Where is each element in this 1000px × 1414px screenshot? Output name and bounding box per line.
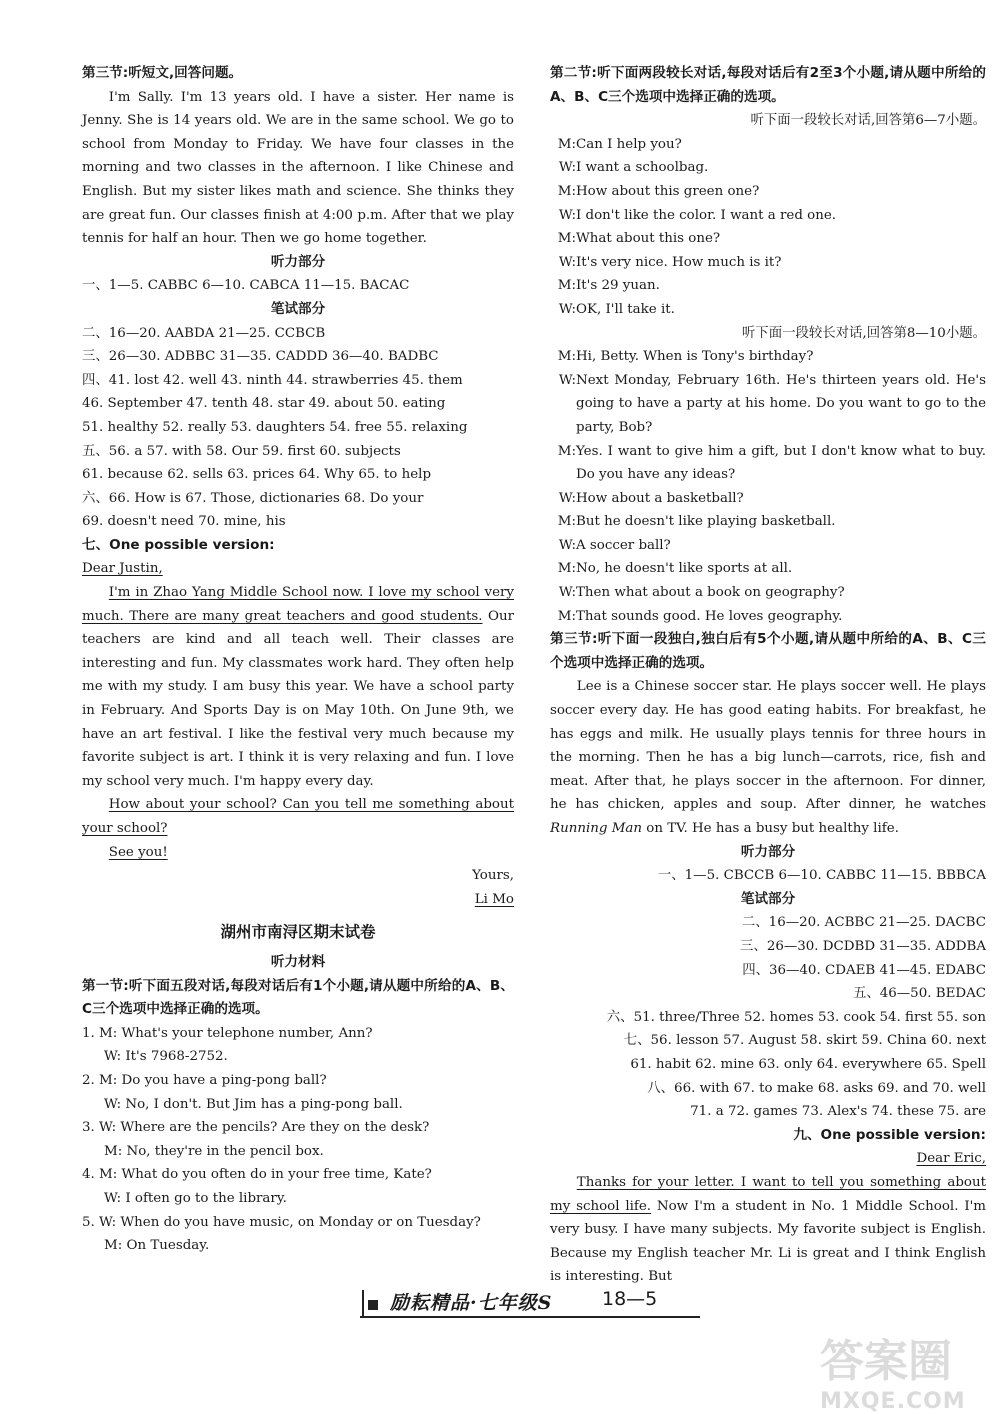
dialog-line [550,227,986,251]
right-column [550,62,986,1289]
utterance: It's very nice. How much is it? [576,254,782,270]
answer-line: 51. healthy 52. really 53. daughters 54. free 55. relaxing [82,419,468,435]
dialog-line [550,204,986,228]
letter-paragraph-3 [82,841,514,865]
letter-paragraph-right [550,1171,986,1289]
dialog-line [550,581,986,605]
speaker: M: [557,136,576,152]
answer-line: 六、51. three/Three 52. homes 53. cook 54. first 55. son [606,1009,986,1025]
utterance: A soccer ball? [576,537,671,553]
utterance: How about this green one? [576,183,760,199]
utterance: Yes. I want to give him a gift, but I don't know what to buy. Do you have any ideas? [576,443,986,483]
letter-body: Our teachers are kind and all teach well. Their classes are interesting and fun. My classmates work hard. They often help me with my study. I am busy this year. We have a school party in February. And Sports Day is on May 10th. On June 9th, we have an art festival. I like the festival very much because my favorite subject is art. I think it is very relaxing and fun. I love my school very much. I'm happy every day. [82,608,514,789]
speaker: W: [558,585,576,601]
dialog-a: M: No, they're in the pencil box. [104,1143,324,1159]
utterance: No, he doesn't like sports at all. [576,561,793,577]
dialog-a: W: No, I don't. But Jim has a ping-pong ball. [104,1096,403,1112]
material-heading: 听力材料 [270,953,326,970]
dialog-line [550,298,986,322]
page-footer [360,1286,720,1324]
monologue-part-2: on TV. He has a busy but healthy life. [642,821,899,836]
answer-line: 三、26—30. DCDBD 31—35. ADDBA [740,938,986,954]
left-column [82,62,514,1258]
letter-underlined-opening: I'm in Zhao Yang Middle School now. I love my school very much. There are many great teachers and good students. [82,585,514,624]
dialog-line [550,534,986,558]
answer-line: 四、36—40. CDAEB 41—45. EDABC [742,962,986,978]
letter-paragraph-1 [82,581,514,793]
answer-line: 69. doesn't need 70. mine, his [82,514,286,530]
dialog-line [550,133,986,157]
listening-heading: 听力部分 [270,253,326,270]
dialog-a: M: On Tuesday. [104,1238,210,1254]
letter-see-you: See you! [108,844,168,860]
dialog-q: 4. M: What do you often do in your free time, Kate? [82,1167,432,1183]
dialog-line [550,274,986,298]
page-number: 18—5 [602,1288,658,1310]
dialog-a: W: It's 7968-2752. [104,1049,228,1065]
answer-line: 三、26—30. ADBBC 31—35. CADDD 36—40. BADBC [82,349,439,365]
speaker: M: [557,443,576,459]
dialog-line [550,369,986,440]
speaker: M: [557,349,576,365]
dialog-q: 3. W: Where are the pencils? Are they on the desk? [82,1120,430,1136]
listening-answers-right: 一、1—5. CBCCB 6—10. CABBC 11—15. BBBCA [657,868,986,884]
letter-signature: Li Mo [474,891,514,907]
dialog-a: W: I often go to the library. [104,1190,287,1206]
speaker: M: [557,183,576,199]
speaker: W: [558,160,576,176]
utterance: I don't like the color. I want a red one. [576,207,837,223]
utterance: That sounds good. He loves geography. [576,608,843,624]
utterance: OK, I'll take it. [576,301,675,317]
section1-title: 第一节:听下面五段对话,每段对话后有1个小题,请从题中所给的A、B、C三个选项中选择正确的选项。 [82,977,514,1018]
watermark-text: 答案圈 [820,1336,952,1387]
speaker: M: [557,561,576,577]
speaker: W: [558,207,576,223]
dialog-q: 2. M: Do you have a ping-pong ball? [82,1072,327,1088]
answer-line: 71. a 72. games 73. Alex's 74. these 75. are [690,1104,986,1120]
speaker: M: [557,278,576,294]
speaker: W: [558,301,576,317]
written-heading: 笔试部分 [270,300,326,317]
brand-logo-icon [362,1290,386,1318]
dialog-line [550,156,986,180]
dialog-line [550,510,986,534]
watermark-url: MXQE.COM [820,1389,966,1414]
utterance: Then what about a book on geography? [576,585,845,601]
watermark [820,1325,990,1414]
dialog-line [550,251,986,275]
utterance: What about this one? [576,231,721,247]
answer-line: 二、16—20. AABDA 21—25. CCBCB [82,325,326,341]
exam-title: 湖州市南浔区期末试卷 [220,923,376,942]
dialog-line [550,180,986,204]
utterance: Can I help you? [576,136,682,152]
letter-paragraph-2 [82,793,514,840]
speaker: M: [557,608,576,624]
answer-line: 二、16—20. ACBBC 21—25. DACBC [741,915,986,931]
section2-title: 第二节:听下面两段较长对话,每段对话后有2至3个小题,请从题中所给的A、B、C三个选项中选择正确的选项。 [550,65,986,105]
answer-line: 61. because 62. sells 63. prices 64. Why 65. to help [82,467,432,483]
utterance: Next Monday, February 16th. He's thirteen years old. He's going to have a party at his home. Do you want to go to the party, Bob? [576,372,986,435]
section9-title: 九、One possible version: [793,1126,986,1143]
section3-title: 第三节:听短文,回答问题。 [82,65,243,81]
dialog-line [550,605,986,629]
answer-line: 六、66. How is 67. Those, dictionaries 68. Do your [82,490,424,506]
letter-underlined-opening-right: Thanks for your letter. I want to tell you something about my school life. [550,1174,986,1214]
dialog-list [82,1022,514,1258]
utterance: Hi, Betty. When is Tony's birthday? [576,349,814,365]
answer-line: 46. September 47. tenth 48. star 49. about 50. eating [82,396,446,412]
letter-body-right: Now I'm a student in No. 1 Middle School. I'm very busy. I have many subjects. My favorite subject is English. Because my English teacher Mr. Li is great and I think English is interesting. But [550,1198,986,1285]
dialog-line [550,557,986,581]
letter-greeting: Dear Justin, [82,561,163,577]
letter-greeting-right: Dear Eric, [916,1151,986,1167]
speaker: W: [558,372,576,388]
listening-answers: 一、1—5. CABBC 6—10. CABCA 11—15. BACAC [82,278,410,294]
listening-heading-right: 听力部分 [740,843,796,860]
speaker: W: [558,537,576,553]
monologue [550,675,986,840]
passage-sally: I'm Sally. I'm 13 years old. I have a sister. Her name is Jenny. She is 14 years old. We are in the same school. We go to school from Monday to Friday. We have four classes in the morning and two classes in the afternoon. I like Chinese and English. But my sister likes math and science. She thinks they are great fun. Our classes finish at 4:00 p.m. After that we play tennis for half an hour. Then we go home together. [82,89,514,247]
dialog1 [550,133,986,322]
dialog-line [550,487,986,511]
letter-underlined-closing: How about your school? Can you tell me something about your school? [82,797,514,836]
dialog-q: 1. M: What's your telephone number, Ann? [82,1025,373,1041]
speaker: M: [557,231,576,247]
utterance: It's 29 yuan. [576,278,660,294]
answer-line: 八、66. with 67. to make 68. asks 69. and 70. well [647,1080,986,1096]
letter-sign-yours: Yours, [472,868,514,884]
letter-sign-name [82,888,514,912]
answer-line: 五、56. a 57. with 58. Our 59. first 60. subjects [82,443,401,459]
dialog2 [550,345,986,628]
speaker: M: [557,514,576,530]
answer-line: 五、46—50. BEDAC [852,986,986,1002]
speaker: W: [558,490,576,506]
answer-line: 四、41. lost 42. well 43. ninth 44. strawberries 45. them [82,372,463,388]
utterance: I want a schoolbag. [576,160,709,176]
answer-line: 61. habit 62. mine 63. only 64. everywhere 65. Spell [630,1056,986,1072]
utterance: How about a basketball? [576,490,744,506]
utterance: But he doesn't like playing basketball. [576,514,836,530]
dialog2-intro: 听下面一段较长对话,回答第8—10小题。 [741,325,986,341]
monologue-part-1: Lee is a Chinese soccer star. He plays soccer well. He plays soccer every day. He has good eating habits. For breakfast, he has eggs and milk. He usually plays tennis for three hours in the morning. Then he has a big lunch—carrots, rice, fish and meat. After that, he plays soccer in the afternoon. For dinner, he has chicken, apples and soup. After dinner, he watches [550,679,986,813]
speaker: W: [558,254,576,270]
show-title: Running Man [550,821,643,836]
written-heading-right: 笔试部分 [740,890,796,907]
dialog-q: 5. W: When do you have music, on Monday or on Tuesday? [82,1214,481,1230]
section3-title-right: 第三节:听下面一段独白,独白后有5个小题,请从题中所给的A、B、C三个选项中选择正确的选项。 [550,631,986,671]
dialog-line [550,345,986,369]
footer-rule [360,1316,700,1318]
footer-brand: 励耘精品·七年级S [390,1292,553,1314]
answer-line: 七、56. lesson 57. August 58. skirt 59. China 60. next [623,1033,986,1049]
dialog1-intro: 听下面一段较长对话,回答第6—7小题。 [750,113,986,129]
section7-title: 七、One possible version: [82,536,275,553]
dialog-line [550,440,986,487]
